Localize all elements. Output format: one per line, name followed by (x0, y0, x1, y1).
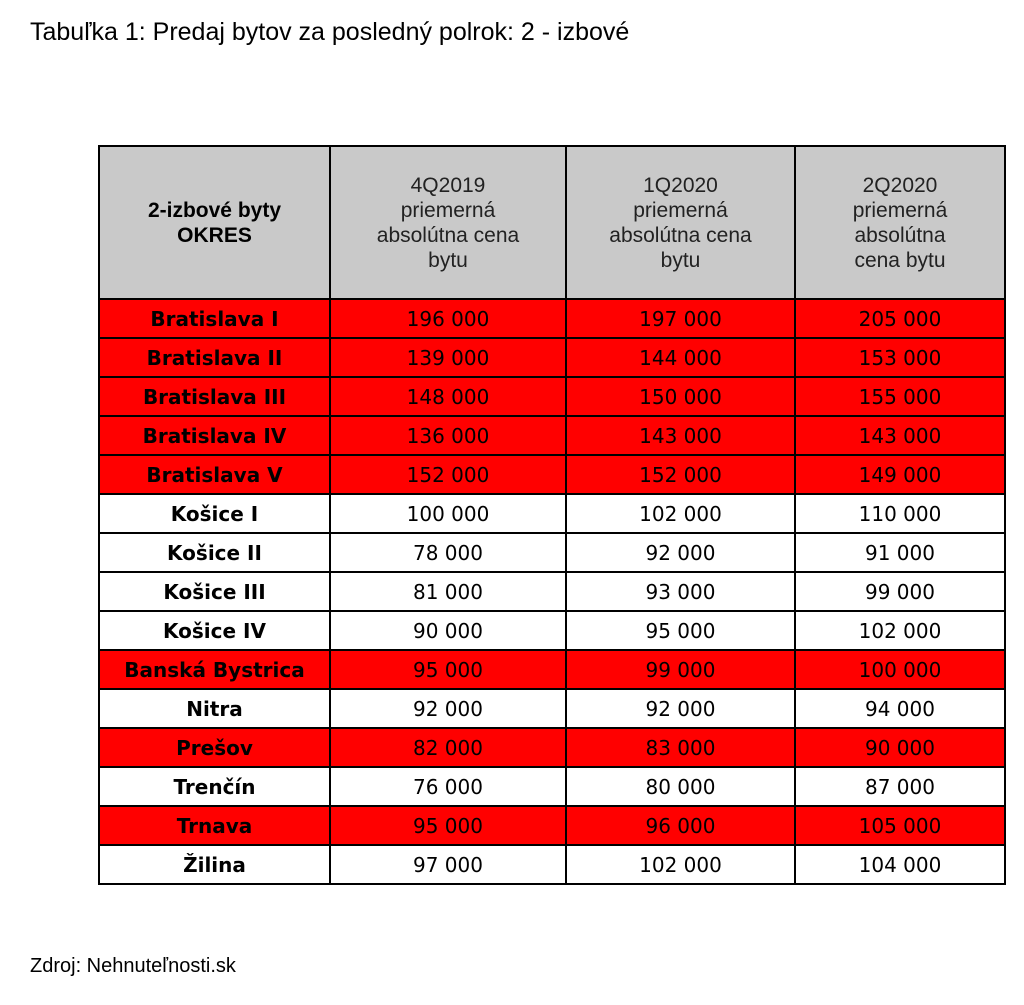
header-2q2020 (795, 146, 1005, 299)
price-1q2020-cell: 102 000 (566, 845, 795, 884)
district-cell: Košice I (99, 494, 330, 533)
price-2q2020-cell: 153 000 (795, 338, 1005, 377)
header-line: cena bytu (854, 248, 946, 272)
price-4q2019-cell: 148 000 (330, 377, 566, 416)
price-2q2020-cell: 205 000 (795, 299, 1005, 338)
table-row (99, 650, 1005, 689)
price-2q2020-cell: 94 000 (795, 689, 1005, 728)
price-4q2019-cell: 90 000 (330, 611, 566, 650)
source-note: Zdroj: Nehnuteľnosti.sk (30, 955, 236, 977)
district-cell: Žilina (99, 845, 330, 884)
price-2q2020-cell: 87 000 (795, 767, 1005, 806)
price-1q2020-cell: 143 000 (566, 416, 795, 455)
table-header (99, 146, 1005, 299)
price-1q2020-cell: 80 000 (566, 767, 795, 806)
price-4q2019-cell: 95 000 (330, 650, 566, 689)
table-row (99, 767, 1005, 806)
price-1q2020-cell: 99 000 (566, 650, 795, 689)
table-row (99, 728, 1005, 767)
price-1q2020-cell: 152 000 (566, 455, 795, 494)
price-4q2019-cell: 97 000 (330, 845, 566, 884)
price-1q2020-cell: 197 000 (566, 299, 795, 338)
price-4q2019-cell: 82 000 (330, 728, 566, 767)
header-row (99, 146, 1005, 299)
district-cell: Nitra (99, 689, 330, 728)
header-line: absolútna (854, 223, 946, 247)
table-row (99, 455, 1005, 494)
header-line: bytu (428, 248, 468, 272)
table-row (99, 533, 1005, 572)
header-line: 1Q2020 (643, 173, 718, 197)
price-2q2020-cell: 99 000 (795, 572, 1005, 611)
table-row (99, 806, 1005, 845)
table-body (99, 299, 1005, 884)
price-1q2020-cell: 144 000 (566, 338, 795, 377)
header-1q2020 (566, 146, 795, 299)
price-4q2019-cell: 81 000 (330, 572, 566, 611)
price-2q2020-cell: 155 000 (795, 377, 1005, 416)
district-cell: Bratislava II (99, 338, 330, 377)
district-cell: Trnava (99, 806, 330, 845)
district-cell: Bratislava III (99, 377, 330, 416)
district-cell: Bratislava IV (99, 416, 330, 455)
price-1q2020-cell: 92 000 (566, 689, 795, 728)
district-cell: Trenčín (99, 767, 330, 806)
price-4q2019-cell: 152 000 (330, 455, 566, 494)
price-4q2019-cell: 92 000 (330, 689, 566, 728)
district-cell: Prešov (99, 728, 330, 767)
header-line: 2-izbové byty (147, 198, 282, 222)
table-row (99, 377, 1005, 416)
price-2q2020-cell: 149 000 (795, 455, 1005, 494)
price-1q2020-cell: 95 000 (566, 611, 795, 650)
table-row (99, 689, 1005, 728)
district-cell: Bratislava I (99, 299, 330, 338)
price-2q2020-cell: 91 000 (795, 533, 1005, 572)
table-row (99, 611, 1005, 650)
header-line: absolútna cena (376, 223, 520, 247)
header-line: 4Q2019 (410, 173, 486, 197)
header-line: priemerná (633, 198, 728, 222)
district-cell: Košice IV (99, 611, 330, 650)
header-line: 2Q2020 (862, 173, 938, 197)
price-4q2019-cell: 136 000 (330, 416, 566, 455)
document-title: Tabuľka 1: Predaj bytov za posledný polrok: 2 - izbové (30, 18, 630, 46)
district-cell: Banská Bystrica (99, 650, 330, 689)
price-1q2020-cell: 92 000 (566, 533, 795, 572)
price-4q2019-cell: 76 000 (330, 767, 566, 806)
apartment-prices-table (98, 145, 1006, 885)
table-row (99, 299, 1005, 338)
price-2q2020-cell: 100 000 (795, 650, 1005, 689)
header-district (99, 146, 330, 299)
price-2q2020-cell: 110 000 (795, 494, 1005, 533)
table-row (99, 416, 1005, 455)
header-4q2019 (330, 146, 566, 299)
table-row (99, 338, 1005, 377)
price-4q2019-cell: 78 000 (330, 533, 566, 572)
district-cell: Košice III (99, 572, 330, 611)
price-4q2019-cell: 95 000 (330, 806, 566, 845)
header-line: absolútna cena (609, 223, 752, 247)
district-cell: Košice II (99, 533, 330, 572)
price-2q2020-cell: 143 000 (795, 416, 1005, 455)
header-line: priemerná (400, 198, 496, 222)
price-4q2019-cell: 100 000 (330, 494, 566, 533)
price-2q2020-cell: 102 000 (795, 611, 1005, 650)
price-2q2020-cell: 105 000 (795, 806, 1005, 845)
header-line: priemerná (852, 198, 948, 222)
table-row (99, 494, 1005, 533)
price-2q2020-cell: 104 000 (795, 845, 1005, 884)
header-line: OKRES (177, 223, 252, 247)
price-1q2020-cell: 150 000 (566, 377, 795, 416)
price-1q2020-cell: 102 000 (566, 494, 795, 533)
table-row (99, 845, 1005, 884)
district-cell: Bratislava V (99, 455, 330, 494)
price-4q2019-cell: 139 000 (330, 338, 566, 377)
price-1q2020-cell: 83 000 (566, 728, 795, 767)
header-line: bytu (660, 248, 701, 272)
price-4q2019-cell: 196 000 (330, 299, 566, 338)
table-row (99, 572, 1005, 611)
price-1q2020-cell: 96 000 (566, 806, 795, 845)
price-1q2020-cell: 93 000 (566, 572, 795, 611)
price-2q2020-cell: 90 000 (795, 728, 1005, 767)
